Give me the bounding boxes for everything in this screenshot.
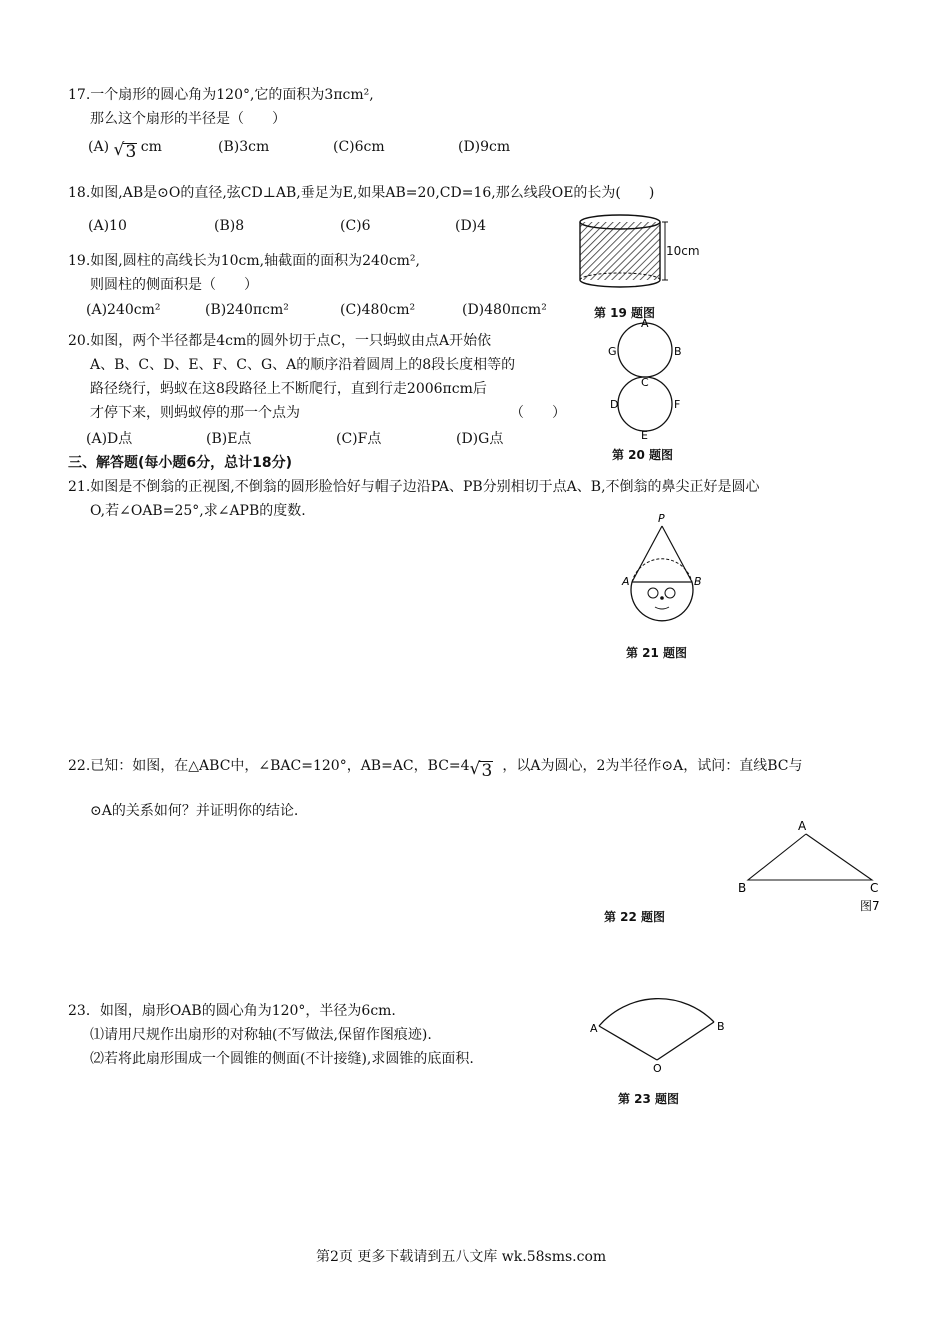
page-footer: 第2页 更多下载请到五八文库 wk.58sms.com xyxy=(316,1249,607,1265)
q19-line1: 19.如图,圆柱的高线长为10cm,轴截面的面积为240cm², xyxy=(68,253,420,269)
q18-text: 18.如图,AB是⊙O的直径,弦CD⊥AB,垂足为E,如果AB=20,CD=16,那么线段OE的长为( ) xyxy=(68,185,655,201)
fig22-caption: 第 22 题图 xyxy=(604,910,666,924)
q19-option-d: (D)480πcm² xyxy=(462,302,547,318)
point-O-label: O xyxy=(653,1062,662,1075)
q20-option-d: (D)G点 xyxy=(456,431,504,447)
q23-line2: ⑴请用尺规作出扇形的对称轴(不写做法,保留作图痕迹). xyxy=(90,1027,432,1043)
point-A-label: A xyxy=(641,317,649,330)
q17-option-b: (B)3cm xyxy=(218,139,270,155)
fig21-caption: 第 21 题图 xyxy=(626,646,688,660)
fig23-caption: 第 23 题图 xyxy=(618,1092,680,1106)
q17-line1: 17.一个扇形的圆心角为120°,它的面积为3πcm², xyxy=(68,87,374,103)
q17-option-a: (A) √ 3 cm xyxy=(88,139,162,162)
q20-line1: 20.如图，两个半径都是4cm的圆外切于点C，一只蚂蚁由点A开始依 xyxy=(68,333,492,349)
tumbler-figure xyxy=(612,510,712,628)
triangle-figure xyxy=(734,816,894,913)
q18-option-c: (C)6 xyxy=(340,218,371,234)
sqrt-symbol: √ 3 xyxy=(469,759,493,781)
height-label: 10cm xyxy=(666,244,700,258)
tangent-circles-figure xyxy=(600,316,690,444)
q22-line2: ⊙A的关系如何？并证明你的结论. xyxy=(90,803,299,819)
q17-option-d: (D)9cm xyxy=(458,139,511,155)
point-B-label: B xyxy=(717,1020,725,1033)
point-E-label: E xyxy=(641,429,648,442)
q17-line2: 那么这个扇形的半径是（ ） xyxy=(90,111,286,127)
q21-line1: 21.如图是不倒翁的正视图,不倒翁的圆形脸恰好与帽子边沿PA、PB分别相切于点A、B,不倒翁的鼻尖正好是圆心 xyxy=(68,479,760,495)
q19-option-c: (C)480cm² xyxy=(340,302,416,318)
q22-line1: 22.已知：如图，在△ABC中，∠BAC=120°，AB=AC，BC=4 √ 3 ，以A为圆心，2为半径作⊙A，试问：直线BC与 xyxy=(68,758,803,781)
point-F-label: F xyxy=(674,398,681,411)
section-title: 三、解答题(每小题6分，总计18分) xyxy=(68,455,293,471)
q23-line3: ⑵若将此扇形围成一个圆锥的侧面(不计接缝),求圆锥的底面积. xyxy=(90,1051,474,1067)
q23-line1: 23．如图，扇形OAB的圆心角为120°，半径为6cm. xyxy=(68,1003,396,1019)
fig20-caption: 第 20 题图 xyxy=(612,448,674,462)
point-P-label: P xyxy=(658,512,665,525)
point-B-label: B xyxy=(694,575,702,588)
q20-option-b: (B)E点 xyxy=(206,431,252,447)
q20-option-a: (A)D点 xyxy=(86,431,133,447)
q20-line4: 才停下来，则蚂蚁停的那一个点为 xyxy=(90,405,300,421)
vertex-A-label: A xyxy=(798,819,807,833)
point-A-label: A xyxy=(590,1022,598,1035)
vertex-B-label: B xyxy=(738,881,747,895)
point-A-label: A xyxy=(622,575,630,588)
q20-line2: A、B、C、D、E、F、C、G、A的顺序沿着圆周上的8段长度相等的 xyxy=(90,357,516,373)
q17-option-c: (C)6cm xyxy=(333,139,385,155)
sector-figure xyxy=(584,984,734,1075)
q20-line3: 路径绕行，蚂蚁在这8段路径上不断爬行，直到行走2006πcm后 xyxy=(90,381,487,397)
q18-option-b: (B)8 xyxy=(214,218,245,234)
q19-line2: 则圆柱的侧面积是（ ） xyxy=(90,277,258,293)
point-C-label: C xyxy=(641,376,649,389)
q20-option-c: (C)F点 xyxy=(336,431,382,447)
q21-line2: O,若∠OAB=25°,求∠APB的度数. xyxy=(90,503,306,519)
q19-option-a: (A)240cm² xyxy=(86,302,161,318)
q19-option-b: (B)240πcm² xyxy=(205,302,289,318)
figure-number: 图7 xyxy=(860,899,880,913)
fig19-caption: 第 19 题图 xyxy=(594,306,656,320)
q20-answer-paren: （ ） xyxy=(510,405,566,421)
q18-option-a: (A)10 xyxy=(88,218,127,234)
sqrt-symbol: √ 3 xyxy=(113,140,137,162)
vertex-C-label: C xyxy=(870,881,879,895)
q18-option-d: (D)4 xyxy=(455,218,487,234)
point-G-label: G xyxy=(608,345,617,358)
point-B-label: B xyxy=(674,345,682,358)
point-D-label: D xyxy=(610,398,619,411)
cylinder-figure xyxy=(570,208,700,300)
